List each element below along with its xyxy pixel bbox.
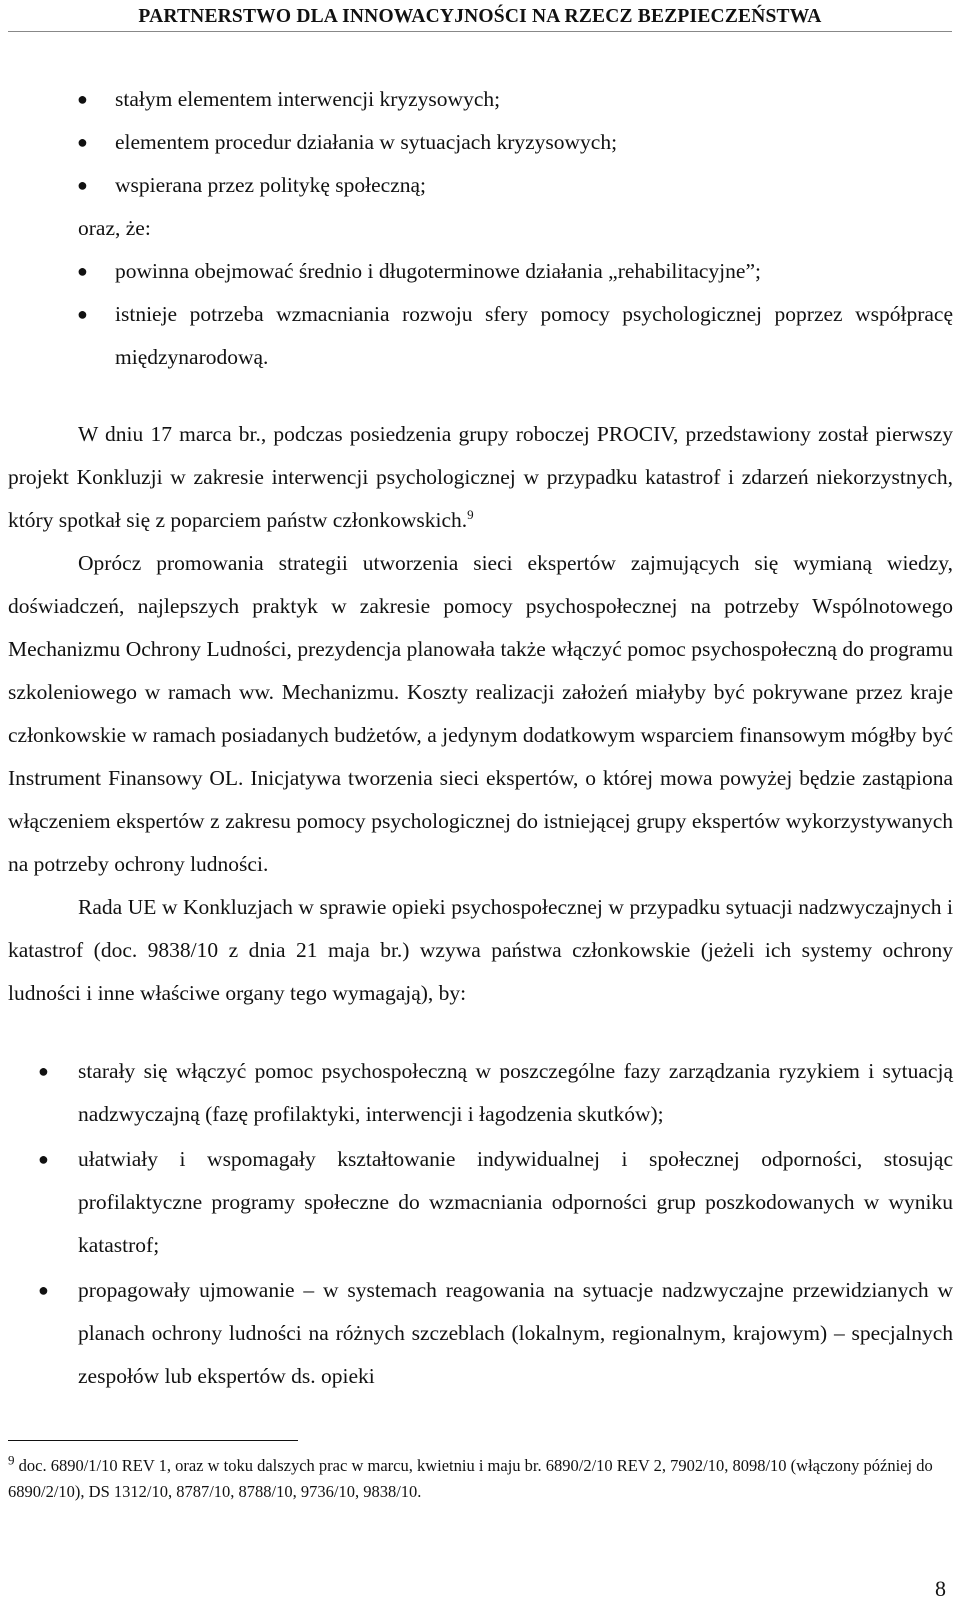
list-connector: oraz, że: — [78, 216, 151, 240]
bullet-dot-icon: ● — [77, 304, 88, 324]
list-item: ● powinna obejmować średnio i długoterminowe działania „rehabilitacyjne”; — [8, 250, 953, 293]
paragraph-council-conclusions: Rada UE w Konkluzjach w sprawie opieki psychospołecznej w przypadku sytuacji nadzwyczajnych i katastrof (doc. 9838/10 z dnia 21 maja br.) wzywa państwa członkowskie (jeżeli ich systemy ochrony ludności i inne właściwe organy tego wymagają), by: — [8, 895, 953, 1005]
bullet-dot-icon: ● — [38, 1280, 49, 1300]
footnote-divider — [8, 1440, 298, 1441]
list-item: ● propagowały ujmowanie – w systemach reagowania na sytuacje nadzwyczajne przewidzianych w planach ochrony ludności na różnych szczeblach (lokalnym, regionalnym, krajowym) – specjalnych zespołów lub ekspertów ds. opieki — [8, 1269, 953, 1398]
bullet-dot-icon: ● — [77, 175, 88, 195]
bullet-dot-icon: ● — [38, 1149, 49, 1169]
bullet-dot-icon: ● — [77, 132, 88, 152]
bullet-list-council — [8, 1050, 953, 1400]
list-item: ● istnieje potrzeba wzmacniania rozwoju sfery pomocy psychologicznej poprzez współpracę międzynarodową. — [8, 293, 953, 379]
page-number: 8 — [935, 1576, 946, 1601]
bullet-dot-icon: ● — [77, 89, 88, 109]
footnote-number: 9 — [8, 1452, 15, 1468]
bullet-list-top — [8, 78, 953, 379]
header-divider — [8, 31, 952, 32]
paragraph-experts-network: Oprócz promowania strategii utworzenia sieci ekspertów zajmujących się wymianą wiedzy, doświadczeń, najlepszych praktyk w zakresie pomocy psychospołecznej na potrzeby Wspólnotowego Mechanizmu Ochrony Ludności, prezydencja planowała także włączyć pomoc psychospołeczną do programu szkoleniowego w ramach ww. Mechanizmu. Koszty realizacji założeń miałyby być pokrywane przez kraje członkowskie w ramach posiadanych budżetów, a jedynym dodatkowym wsparciem finansowym mógłby być Instrument Finansowy OL. Inicjatywa tworzenia sieci ekspertów, o której mowa powyżej będzie zastąpiona włączeniem ekspertów z zakresu pomocy psychologicznej do istniejącej grupy ekspertów wykorzystywanych na potrzeby ochrony ludności. — [8, 551, 953, 876]
list-item: ● elementem procedur działania w sytuacjach kryzysowych; — [8, 121, 953, 164]
bullet-dot-icon: ● — [77, 261, 88, 281]
list-item: ● stałym elementem interwencji kryzysowych; — [8, 78, 953, 121]
bullet-dot-icon: ● — [38, 1061, 49, 1081]
list-item: ● starały się włączyć pomoc psychospołeczną w poszczególne fazy zarządzania ryzykiem i sytuacją nadzwyczajną (fazę profilaktyki, interwencji i łagodzenia skutków); — [8, 1050, 953, 1136]
list-item: ● wspierana przez politykę społeczną; — [8, 164, 953, 207]
paragraph-prociv: W dniu 17 marca br., podczas posiedzenia grupy roboczej PROCIV, przedstawiony został pierwszy projekt Konkluzji w zakresie interwencji psychologicznej w przypadku katastrof i zdarzeń niekorzystnych, który spotkał się z poparciem państw członkowskich.$^9$ — [8, 422, 953, 532]
body-paragraphs — [8, 413, 953, 1015]
footnote-text: doc. 6890/1/10 REV 1, oraz w toku dalszych prac w marcu, kwietniu i maju br. 6890/2/10 REV 2, 7902/10, 8098/10 (włączony później do 6890/2/10), DS 1312/10, 8787/10, 8788/10, 9736/10, 9838/10. — [8, 1456, 933, 1501]
footnote — [8, 1453, 953, 1505]
list-item: ● ułatwiały i wspomagały kształtowanie indywidualnej i społecznej odporności, stosując profilaktyczne programy społeczne do wzmacniania odporności grup poszkodowanych w wyniku katastrof; — [8, 1138, 953, 1267]
running-header: PARTNERSTWO DLA INNOWACYJNOŚCI NA RZECZ BEZPIECZEŃSTWA — [138, 6, 822, 27]
footnote-ref: 9 — [467, 506, 474, 522]
